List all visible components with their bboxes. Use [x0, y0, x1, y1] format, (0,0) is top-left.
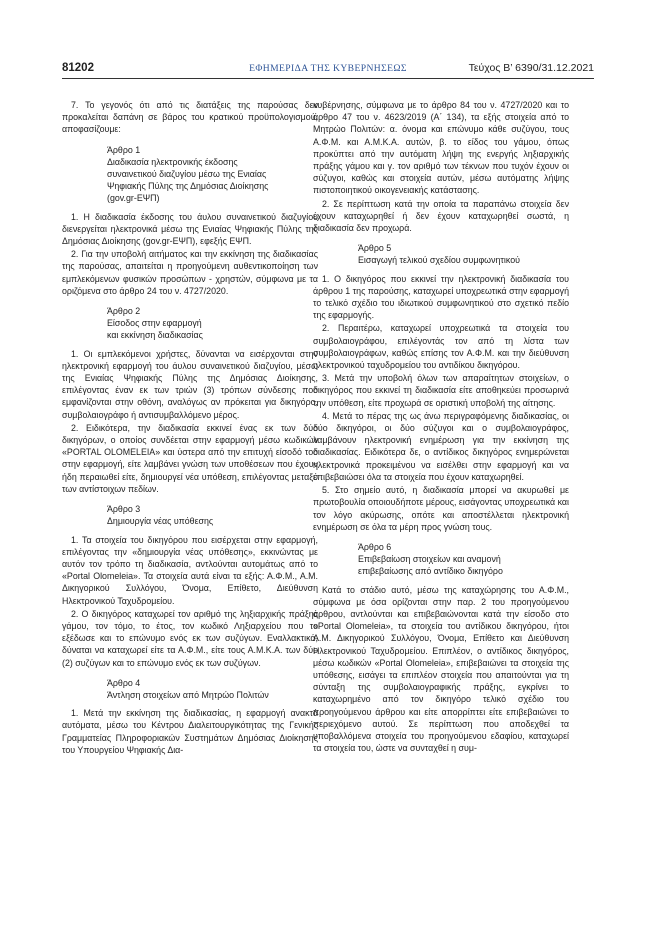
paragraph: 4. Μετά το πέρας της ως άνω περιγραφόμενης διαδικασίας, οι δύο δικηγόροι, οι δύο σύζυγοι και ο συμβολαιογράφος, λαμβάνουν ηλεκτρονική ενημέρωση για την εκκίνηση της διαδικασίας. Ειδικότερα δε, ο αντίδικος δικηγόρος ενημερώνεται ηλεκτρονικά προκειμένου να εισέλθει στην εφαρμογή και να επιβεβαιώσει όλα τα στοιχεία που έχουν καταχωρηθεί.	[313, 410, 569, 482]
paragraph: 2. Για την υποβολή αιτήματος και την εκκίνηση της διαδικασίας της παρούσας, απαιτείται η προηγούμενη αυθεντικοποίηση των εμπλεκόμενων φυσικών προσώπων - χρηστών, σύμφωνα με τα οριζόμενα στο άρθρο 24 του ν. 4727/2020.	[62, 249, 318, 296]
paragraph: Κατά το στάδιο αυτό, μέσω της καταχώρησης του Α.Φ.Μ., σύμφωνα με όσα ορίζονται στην παρ. 2 του προηγούμενου άρθρου, αντλούνται και επιβεβαιώνονται κατά την είσοδο στο «Portal Olomeleia», τα στοιχεία του αντίδικου δικηγόρου, ήτοι Α.Μ. Δικηγορικού Συλλόγου, Όνομα, Επίθετο και Διεύθυνση Ηλεκτρονικού Ταχυδρομείου. Επιπλέον, ο αντίδικος δικηγόρος, μέσω κωδικών «Portal Olomeleia», επιβεβαιώνει τα στοιχεία της υπόθεσης, εισάγει τα επιπλέον στοιχεία που απαιτούνται για τη σύνταξη της συμβολαιογραφικής πράξης, εγκρίνει το καταχωρημένο από τον δικηγόρο τελικό σχέδιο του προηγούμενου άρθρου και είτε απορρίπτει είτε επιβεβαιώνει το περιεχόμενο αυτού. Σε περίπτωση που αποδεχθεί τα υποβαλλόμενα στοιχεία του προηγούμενου εδαφίου, καταχωρεί τα στοιχεία του, ώστε να συνταχθεί η συμ-	[313, 584, 569, 754]
article-title: Άντληση στοιχείων από Μητρώο Πολιτών	[107, 689, 269, 700]
page-number: 81202	[62, 62, 94, 74]
article-title: Δημιουργία νέας υπόθεσης	[107, 516, 214, 527]
paragraph: 2. Ο δικηγόρος καταχωρεί τον αριθμό της ληξιαρχικής πράξης γάμου, τον τόμο, το έτος, τον κωδικό Ληξιαρχείου που το εξέδωσε και το επώνυμο ενός εκ των συζύγων. Εναλλακτικά, δύναται να καταχωρεί είτε τα Α.Φ.Μ., είτε τους Α.Μ.Κ.Α. των δύο (2) συζύγων και το επώνυμο ενός εκ των συζύγων.	[62, 608, 318, 668]
article-title: Διαδικασία ηλεκτρονικής έκδοσης συναινετικού διαζυγίου μέσω της Ενιαίας Ψηφιακής Πύλης της Δημόσιας Διοίκησης (gov.gr-ΕΨΠ)	[107, 156, 269, 204]
article-title: Επιβεβαίωση στοιχείων και αναμονή επιβεβαίωσης από αντίδικο δικηγόρο	[358, 554, 503, 577]
paragraph: 2. Σε περίπτωση κατά την οποία τα παραπάνω στοιχεία δεν έχουν καταχωρηθεί ή δεν έχουν καταχωρηθεί σωστά, η διαδικασία δεν προχωρά.	[313, 198, 569, 234]
article-number: Άρθρο 4	[107, 677, 141, 688]
continued-paragraph: κυβέρνησης, σύμφωνα με το άρθρο 84 του ν. 4727/2020 και το άρθρο 47 του ν. 4623/2019 (Α΄ 134), τα εξής στοιχεία από το Μητρώο Πολιτών: α. όνομα και επώνυμο κάθε συζύγου, τους Α.Φ.Μ. και Α.Μ.Κ.Α. αυτών, β. το είδος του γάμου, όπως προκύπτει από την αυτόματη λήψη της ενεργής ληξιαρχικής πράξης γάμου και γ. τον αριθμό των τέκνων που τυχόν έχουν οι σύζυγοι, καθώς και στοιχεία αυτών, μέσω αυτόματης λήψης πιστοποιητικού οικογενειακής κατάστασης.	[313, 100, 569, 196]
journal-title: ΕΦΗΜΕΡΙΔΑ ΤΗΣ ΚΥΒΕΡΝΗΣΕΩΣ	[249, 63, 407, 74]
article-number: Άρθρο 3	[107, 504, 141, 515]
paragraph: 2. Ειδικότερα, την διαδικασία εκκινεί ένας εκ των δύο δικηγόρων, ο οποίος συνδέεται στην εφαρμογή μέσω κωδικών «PORTAL OLOMELEIA» και ύστερα από την επιτυχή είσοδό του στην εφαρμογή, είτε λαμβάνει γνώση των υποθέσεων που έχουν ήδη περαιωθεί είτε, δημιουργεί νέα υπόθεση, επιλέγοντας μεταξύ των αντίστοιχων πεδίων.	[62, 422, 318, 494]
intro-paragraph: 7. Το γεγονός ότι από τις διατάξεις της παρούσας δεν προκαλείται δαπάνη σε βάρος του κρατικού προϋπολογισμού, αποφασίζουμε:	[62, 100, 318, 135]
header-rule	[62, 78, 594, 79]
article-number: Άρθρο 6	[358, 541, 392, 552]
left-column	[62, 99, 318, 757]
paragraph: 5. Στο σημείο αυτό, η διαδικασία μπορεί να ακυρωθεί με πρωτοβουλία οποιουδήποτε μέρους, εισάγοντας υποχρεωτικά και τον λόγο ακύρωσης, οπότε και αποστέλλεται ηλεκτρονική ενημέρωση σε όλα τα μέρη προς γνώση τους.	[313, 485, 569, 532]
article-number: Άρθρο 2	[107, 306, 141, 317]
paragraph: 1. Μετά την εκκίνηση της διαδικασίας, η εφαρμογή ανακτά αυτόματα, μέσω του Κέντρου Διαλειτουργικότητας της Γενικής Γραμματείας Πληροφοριακών Συστημάτων Δημόσιας Διοίκησης του Υπουργείου Ψηφιακής Δια-	[62, 708, 318, 755]
paragraph: 1. Η διαδικασία έκδοσης του άυλου συναινετικού διαζυγίου διενεργείται ηλεκτρονικά μέσω της Ενιαίας Ψηφιακής Πύλης της Δημόσιας Διοίκησης (gov.gr-ΕΨΠ), εφεξής ΕΨΠ.	[62, 211, 318, 247]
article-4-heading	[62, 677, 318, 701]
article-title: Εισαγωγή τελικού σχεδίου συμφωνητικού	[358, 255, 520, 266]
article-number: Άρθρο 5	[358, 243, 392, 254]
page-header	[62, 62, 594, 82]
article-number: Άρθρο 1	[107, 144, 141, 155]
article-3-heading	[62, 503, 318, 527]
paragraph: 1. Ο δικηγόρος που εκκινεί την ηλεκτρονική διαδικασία του άρθρου 1 της παρούσης, καταχωρεί υποχρεωτικά στην εφαρμογή το τελικό σχέδιο του ιδιωτικού συμφωνητικού στο σχετικό πεδίο της εφαρμογής.	[313, 273, 570, 321]
paragraph: 1. Οι εμπλεκόμενοι χρήστες, δύνανται να εισέρχονται στην ηλεκτρονική εφαρμογή του άυλου συναινετικού διαζυγίου, μέσω της Ενιαίας Ψηφιακής Πύλης της Δημόσιας Διοίκησης, επιλέγοντας έναν εκ των τριών (3) τρόπων σύνδεσης που εμφανίζονται στην οθόνη, αναλόγως αν πρόκειται για δικηγόρο, συμβολαιογράφο ή αντισυμβαλλόμενο μέρος.	[62, 348, 318, 420]
paragraph: 1. Τα στοιχεία του δικηγόρου που εισέρχεται στην εφαρμογή, επιλέγοντας την «δημιουργία νέας υπόθεσης», εκκινώντας με αυτόν τον τρόπο τη διαδικασία, αντλούνται αυτομάτως από το «Portal Olomeleia». Τα στοιχεία αυτά είναι τα εξής: Α.Φ.Μ., Α.Μ. Δικηγορικού Συλλόγου, Όνομα, Επίθετο, Διεύθυνση Ηλεκτρονικού Ταχυδρομείου.	[62, 534, 318, 606]
right-column	[313, 99, 569, 755]
article-6-heading	[313, 541, 569, 578]
article-1-heading	[62, 144, 318, 205]
article-2-heading	[62, 305, 318, 342]
paragraph: 3. Μετά την υποβολή όλων των απαραίτητων στοιχείων, ο δικηγόρος που εκκινεί τη διαδικασία είτε αποθηκεύει προσωρινά την υπόθεση, είτε προχωρά σε οριστική υποβολή της αίτησης.	[313, 373, 569, 408]
issue-info: Τεύχος Β’ 6390/31.12.2021	[468, 62, 594, 74]
article-5-heading	[313, 242, 569, 266]
article-title: Είσοδος στην εφαρμογή και εκκίνηση διαδικασίας	[107, 318, 203, 341]
paragraph: 2. Περαιτέρω, καταχωρεί υποχρεωτικά τα στοιχεία του συμβολαιογράφου, επιλέγοντάς τον από τη λίστα των συμβολαιογράφων, καθώς επίσης τον Α.Φ.Μ. και την διεύθυνση ηλεκτρονικού ταχυδρομείου του αντιδίκου δικηγόρου.	[313, 323, 569, 371]
